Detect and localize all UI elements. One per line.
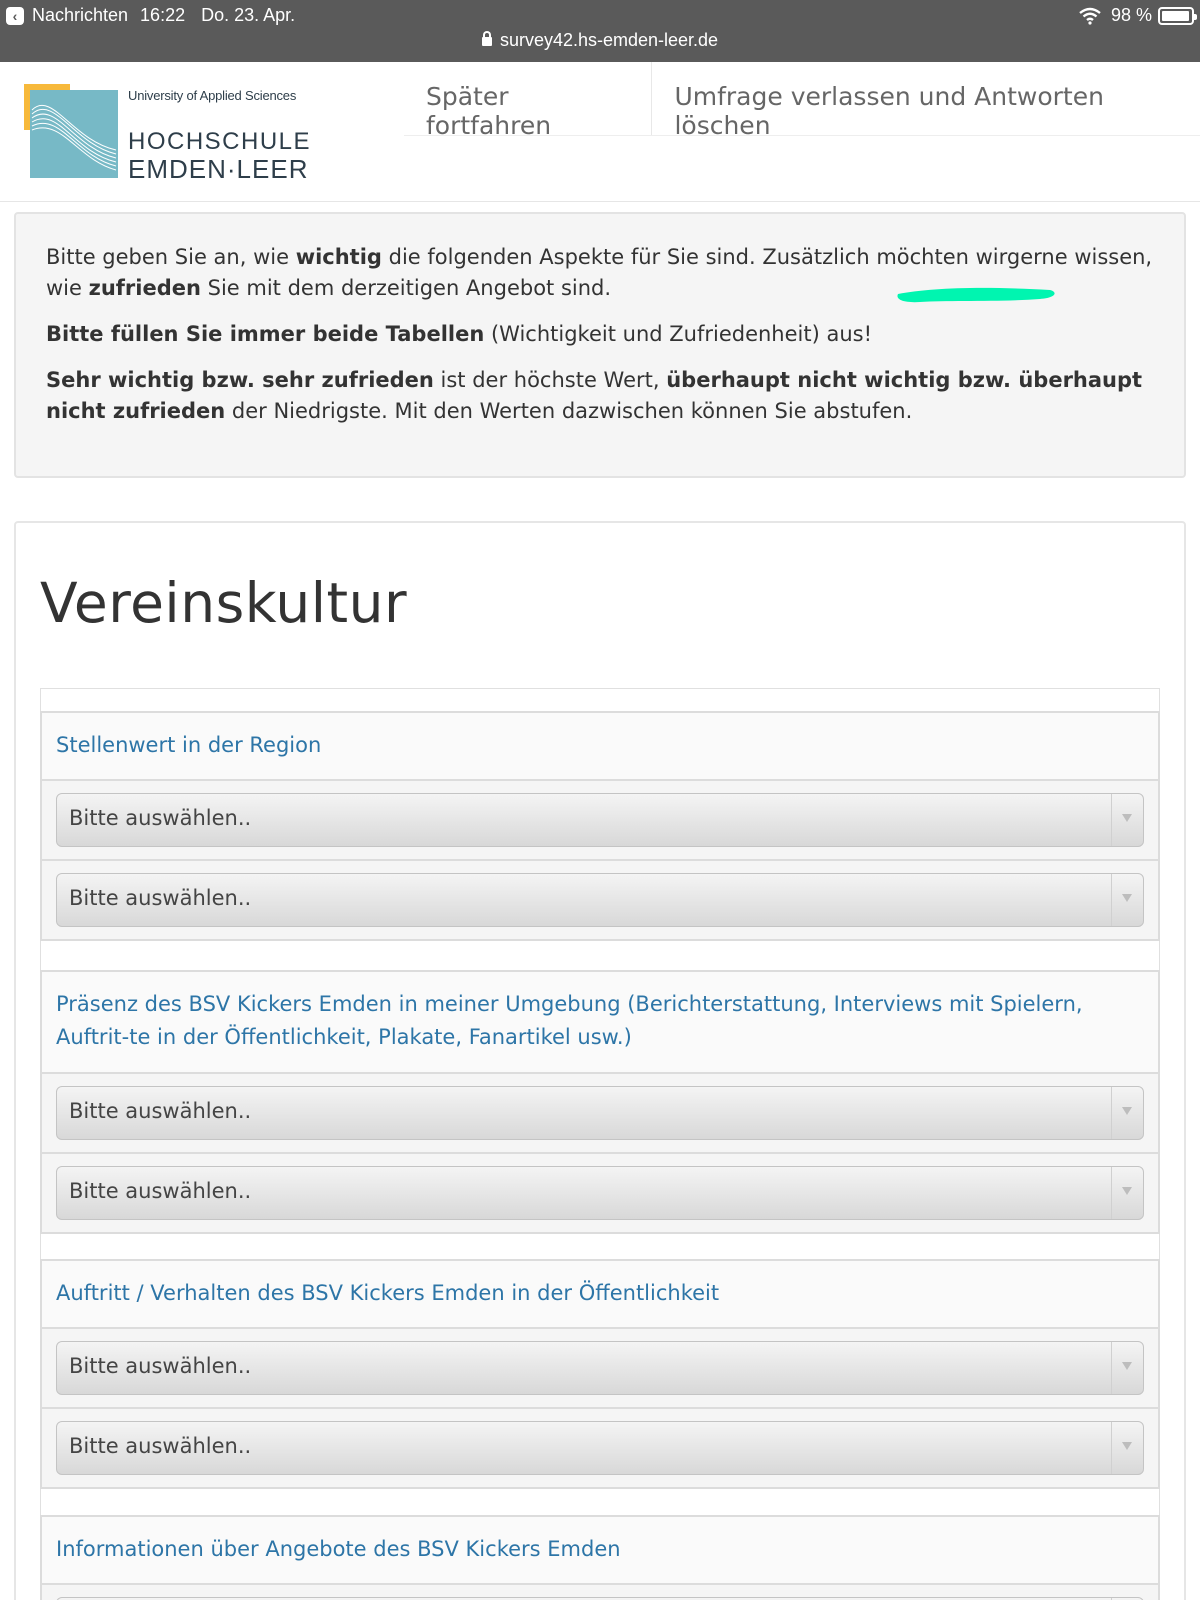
university-logo[interactable] <box>24 84 314 184</box>
importance-select[interactable] <box>56 1086 1144 1140</box>
chevron-down-icon <box>1122 1442 1132 1450</box>
status-time: 16:22 <box>140 5 186 25</box>
logo-name-line2: EMDEN·LEER <box>128 154 309 184</box>
status-date: Do. 23. Apr. <box>201 5 296 25</box>
instructions-paragraph-3: Sehr wichtig bzw. sehr zufrieden ist der höchste Wert, überhaupt nicht wichtig bzw. überhaupt nicht zufrieden der Niedrigste. Mit den Werten dazwischen können Sie abstufen. <box>46 368 1143 423</box>
satisfaction-select[interactable] <box>56 873 1144 927</box>
status-bar <box>0 0 1200 62</box>
logo-name-line1: HOCHSCHULE <box>128 128 312 155</box>
importance-row <box>42 1074 1158 1154</box>
question-group-panel <box>14 521 1186 1600</box>
question-1 <box>40 711 1160 941</box>
select-value: Bitte auswählen.. <box>69 1179 252 1203</box>
question-label: Informationen über Angebote des BSV Kickers Emden <box>42 1517 1158 1585</box>
importance-row <box>42 781 1158 861</box>
wifi-icon <box>1079 7 1101 25</box>
select-button[interactable] <box>1111 874 1143 926</box>
instructions-paragraph-2: Bitte füllen Sie immer beide Tabellen (Wichtigkeit und Zufriedenheit) aus! <box>46 322 872 346</box>
importance-select[interactable] <box>56 1341 1144 1395</box>
instructions-box <box>14 212 1186 478</box>
question-label: Präsenz des BSV Kickers Emden in meiner Umgebung (Berichterstattung, Interviews mit Spielern, Auftrit-te in der Öffentlichkeit, Plakate, Fanartikel usw.) <box>42 972 1158 1074</box>
survey-nav <box>404 62 1200 140</box>
battery-icon <box>1158 7 1194 25</box>
select-button[interactable] <box>1111 1087 1143 1139</box>
status-left <box>6 5 295 26</box>
question-4 <box>40 1515 1160 1600</box>
question-label: Stellenwert in der Region <box>42 713 1158 781</box>
chevron-down-icon <box>1122 1107 1132 1115</box>
logo-tagline: University of Applied Sciences <box>128 88 297 103</box>
back-app-label[interactable]: Nachrichten <box>32 5 129 25</box>
battery-percent: 98 % <box>1110 5 1152 25</box>
highlight-scribble <box>890 280 1065 310</box>
select-button[interactable] <box>1111 794 1143 846</box>
leave-survey-link[interactable]: Umfrage verlassen und Antworten löschen <box>674 82 1104 140</box>
continue-later-link[interactable]: Später fortfahren <box>404 62 652 135</box>
select-value: Bitte auswählen.. <box>69 1354 252 1378</box>
satisfaction-row <box>42 861 1158 939</box>
lock-icon <box>482 37 492 46</box>
question-3 <box>40 1259 1160 1489</box>
importance-select[interactable] <box>56 793 1144 847</box>
chevron-down-icon <box>1122 894 1132 902</box>
logo-mark-icon <box>24 84 120 180</box>
site-header <box>0 62 1200 202</box>
url-bar[interactable] <box>0 30 1200 51</box>
satisfaction-select[interactable] <box>56 1166 1144 1220</box>
select-button[interactable] <box>1111 1342 1143 1394</box>
chevron-down-icon <box>1122 1187 1132 1195</box>
select-value: Bitte auswählen.. <box>69 1099 252 1123</box>
question-block <box>40 711 1160 941</box>
instructions-paragraph-1: Bitte geben Sie an, wie wichtig die folgenden Aspekte für Sie sind. Zusätzlich möchten wirgerne wissen, wie zufrieden Sie mit dem derzeitigen Angebot sind. <box>46 245 1153 300</box>
select-button[interactable] <box>1111 1167 1143 1219</box>
satisfaction-row <box>42 1154 1158 1232</box>
question-block <box>40 1259 1160 1489</box>
satisfaction-row <box>42 1409 1158 1487</box>
satisfaction-select[interactable] <box>56 1421 1144 1475</box>
question-block <box>40 1515 1160 1600</box>
status-right <box>1079 5 1194 26</box>
logo-wave-lines <box>24 84 120 180</box>
importance-row <box>42 1329 1158 1409</box>
question-label: Auftritt / Verhalten des BSV Kickers Emden in der Öffentlichkeit <box>42 1261 1158 1329</box>
url-text[interactable]: survey42.hs-emden-leer.de <box>499 30 719 50</box>
chevron-down-icon <box>1122 1362 1132 1370</box>
select-value: Bitte auswählen.. <box>69 886 252 910</box>
select-value: Bitte auswählen.. <box>69 806 252 830</box>
select-button[interactable] <box>1111 1422 1143 1474</box>
select-value: Bitte auswählen.. <box>69 1434 252 1458</box>
back-to-app-icon[interactable]: ‹ <box>6 7 24 25</box>
battery-fill <box>1162 11 1189 21</box>
question-2 <box>40 970 1160 1234</box>
group-title: Vereinskultur <box>40 571 408 635</box>
importance-row <box>42 1585 1158 1600</box>
chevron-down-icon <box>1122 814 1132 822</box>
question-block <box>40 970 1160 1234</box>
